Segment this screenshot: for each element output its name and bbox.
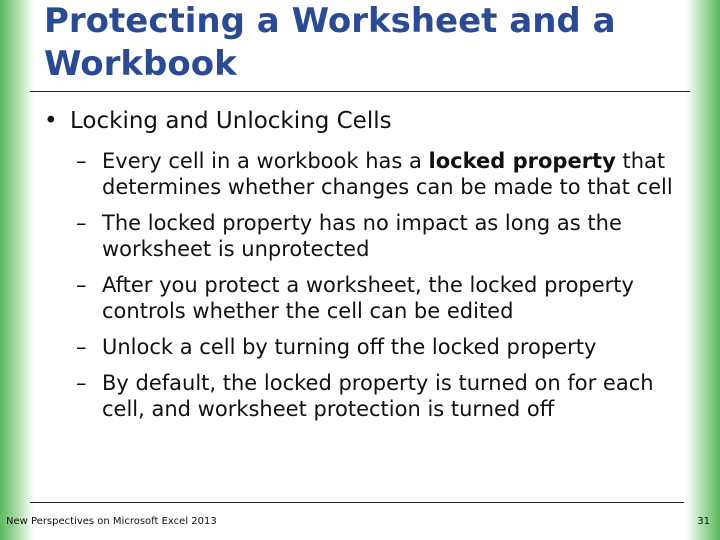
sub-bullet-5 (76, 370, 696, 422)
sub-bullet-3-text: After you protect a worksheet, the locked property controls whether the cell can be edited (102, 273, 634, 323)
dash-icon: – (76, 335, 87, 359)
sub-bullet-list (76, 148, 696, 432)
slide-title: Protecting a Worksheet and a Workbook (44, 1, 616, 84)
bullet-dot-icon: • (44, 108, 58, 134)
sub-bullet-1-post: that determines whether changes can be made to that cell (102, 149, 673, 199)
title-divider (30, 91, 690, 92)
main-bullet-text: Locking and Unlocking Cells (70, 108, 392, 134)
sub-bullet-1 (76, 148, 696, 200)
main-bullet (44, 105, 392, 137)
page-number: 31 (697, 516, 710, 527)
sub-bullet-3 (76, 272, 696, 324)
dash-icon: – (76, 371, 87, 395)
sub-bullet-2 (76, 210, 696, 262)
footer-divider (30, 502, 684, 503)
sub-bullet-2-text: The locked property has no impact as long as the worksheet is unprotected (102, 211, 622, 261)
footer-source: New Perspectives on Microsoft Excel 2013 (6, 516, 217, 527)
dash-icon: – (76, 149, 87, 173)
dash-icon: – (76, 273, 87, 297)
dash-icon: – (76, 211, 87, 235)
sub-bullet-4-text: Unlock a cell by turning off the locked property (102, 335, 597, 359)
sub-bullet-5-text: By default, the locked property is turned on for each cell, and worksheet protection is turned off (102, 371, 654, 421)
sub-bullet-1-pre: Every cell in a workbook has a (102, 149, 429, 173)
sub-bullet-1-bold: locked property (428, 149, 616, 173)
sub-bullet-4 (76, 334, 696, 360)
